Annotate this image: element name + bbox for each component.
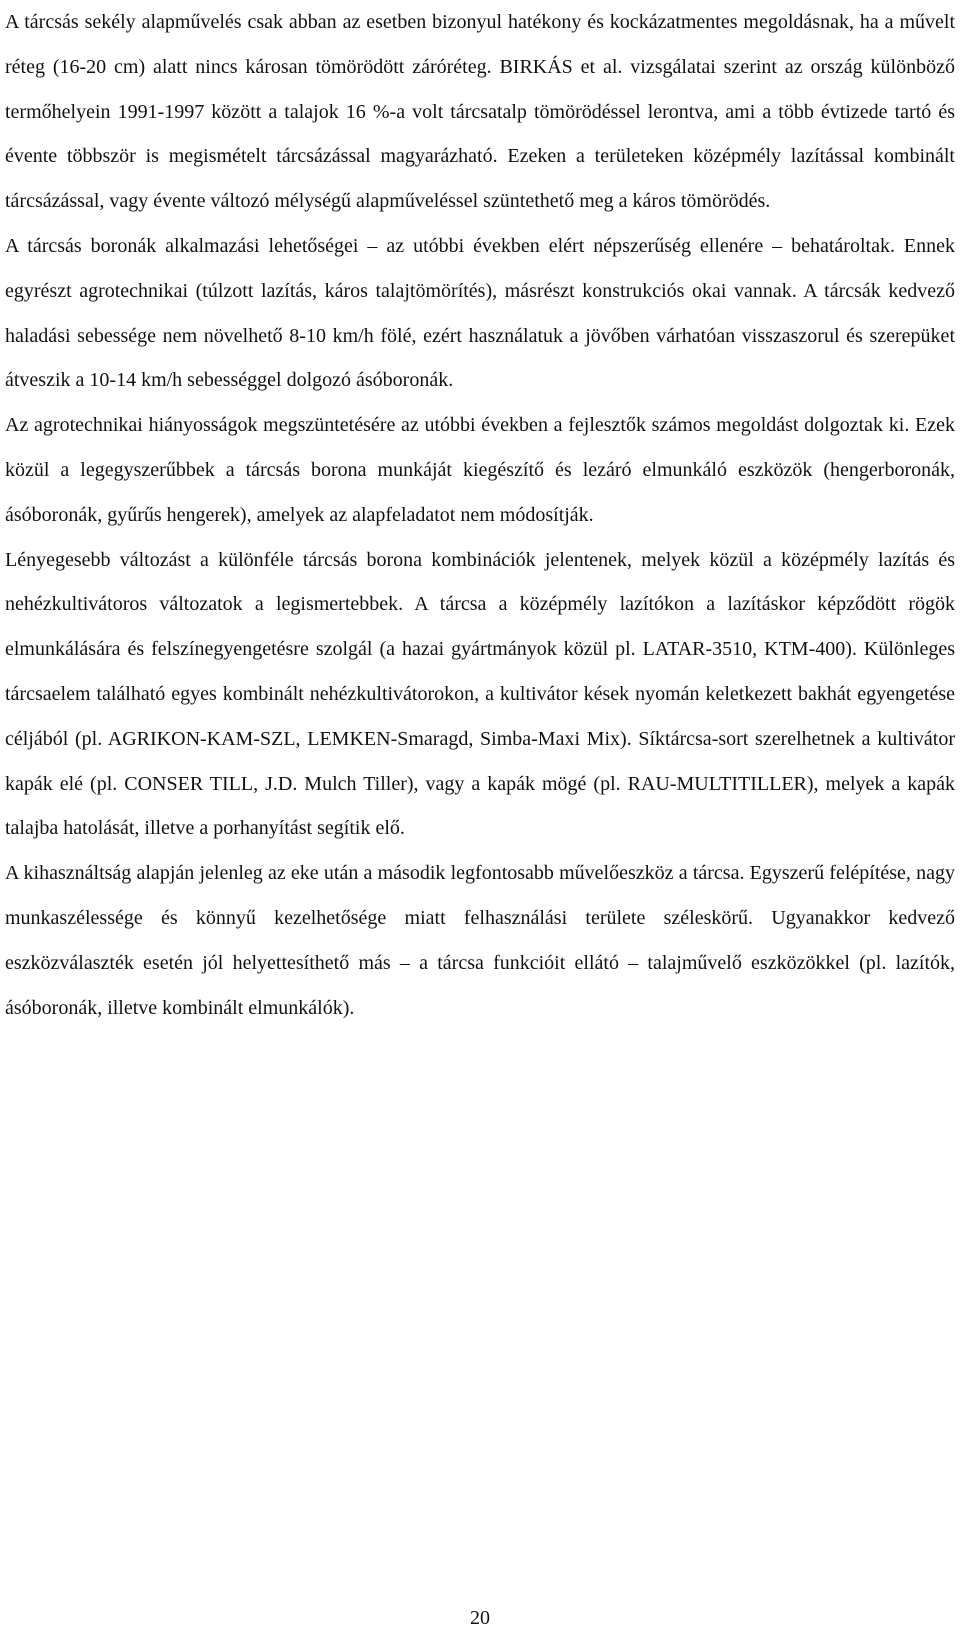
paragraph-5: A kihasználtság alapján jelenleg az eke után a második legfontosabb művelőeszköz a tárcsa. Egyszerű felépítése, nagy munkaszélessége és könnyű kezelhetősége miatt felhasználási területe széleskörű. Ugyanakkor kedvező eszközválaszték esetén jól helyettesíthető más – a tárcsa funkcióit ellátó – talajművelő eszközökkel (pl. lazítók, ásóboronák, illetve kombinált elmunkálók). — [5, 862, 955, 1019]
paragraph-1: A tárcsás sekély alapművelés csak abban az esetben bizonyul hatékony és kockázatmentes megoldásnak, ha a művelt réteg (16-20 cm) alatt nincs károsan tömörödött záróréteg. BIRKÁS et al. vizsgálatai szerint az ország különböző termőhelyein 1991-1997 között a talajok 16 %-a volt tárcsatalp tömörödéssel lerontva, ami a több évtizede tartó és évente többször is megismételt tárcsázással magyarázható. Ezeken a területeken középmély lazítással kombinált tárcsázással, vagy évente változó mélységű alapműveléssel szüntethető meg a káros tömörödés. — [5, 11, 955, 213]
page-number: 20 — [470, 1607, 490, 1629]
paragraph-2: A tárcsás boronák alkalmazási lehetőségei – az utóbbi években elért népszerűség ellenére – behatároltak. Ennek egyrészt agrotechnikai (túlzott lazítás, káros talajtömörítés), másrészt konstrukciós okai vannak. A tárcsák kedvező haladási sebessége nem növelhető 8-10 km/h fölé, ezért használatuk a jövőben várhatóan visszaszorul és szerepüket átveszik a 10-14 km/h sebességgel dolgozó ásóboronák. — [5, 234, 955, 392]
paragraph-3: Az agrotechnikai hiányosságok megszüntetésére az utóbbi években a fejlesztők számos megoldást dolgoztak ki. Ezek közül a legegyszerűbbek a tárcsás borona munkáját kiegészítő és lezáró elmunkáló eszközök (hengerboronák, ásóboronák, gyűrűs hengerek), amelyek az alapfeladatot nem módosítják. — [5, 414, 955, 526]
paragraph-4: Lényegesebb változást a különféle tárcsás borona kombinációk jelentenek, melyek közül a középmély lazítás és nehézkultivátoros változatok a legismertebbek. A tárcsa a középmély lazítókon a lazításkor képződött rögök elmunkálására és felszínegyengetésre szolgál (a hazai gyártmányok közül pl. LATAR-3510, KTM-400). Különleges tárcsaelem található egyes kombinált nehézkultivátorokon, a kultivátor kések nyomán keletkezett bakhát egyengetése céljából (pl. AGRIKON-KAM-SZL, LEMKEN-Smaragd, Simba-Maxi Mix). Síktárcsa-sort szerelhetnek a kultivátor kapák elé (pl. CONSER TILL, J.D. Mulch Tiller), vagy a kapák mögé (pl. RAU-MULTITILLER), melyek a kapák talajba hatolását, illetve a porhanyítást segítik elő. — [5, 548, 955, 840]
body-text — [5, 0, 955, 1030]
